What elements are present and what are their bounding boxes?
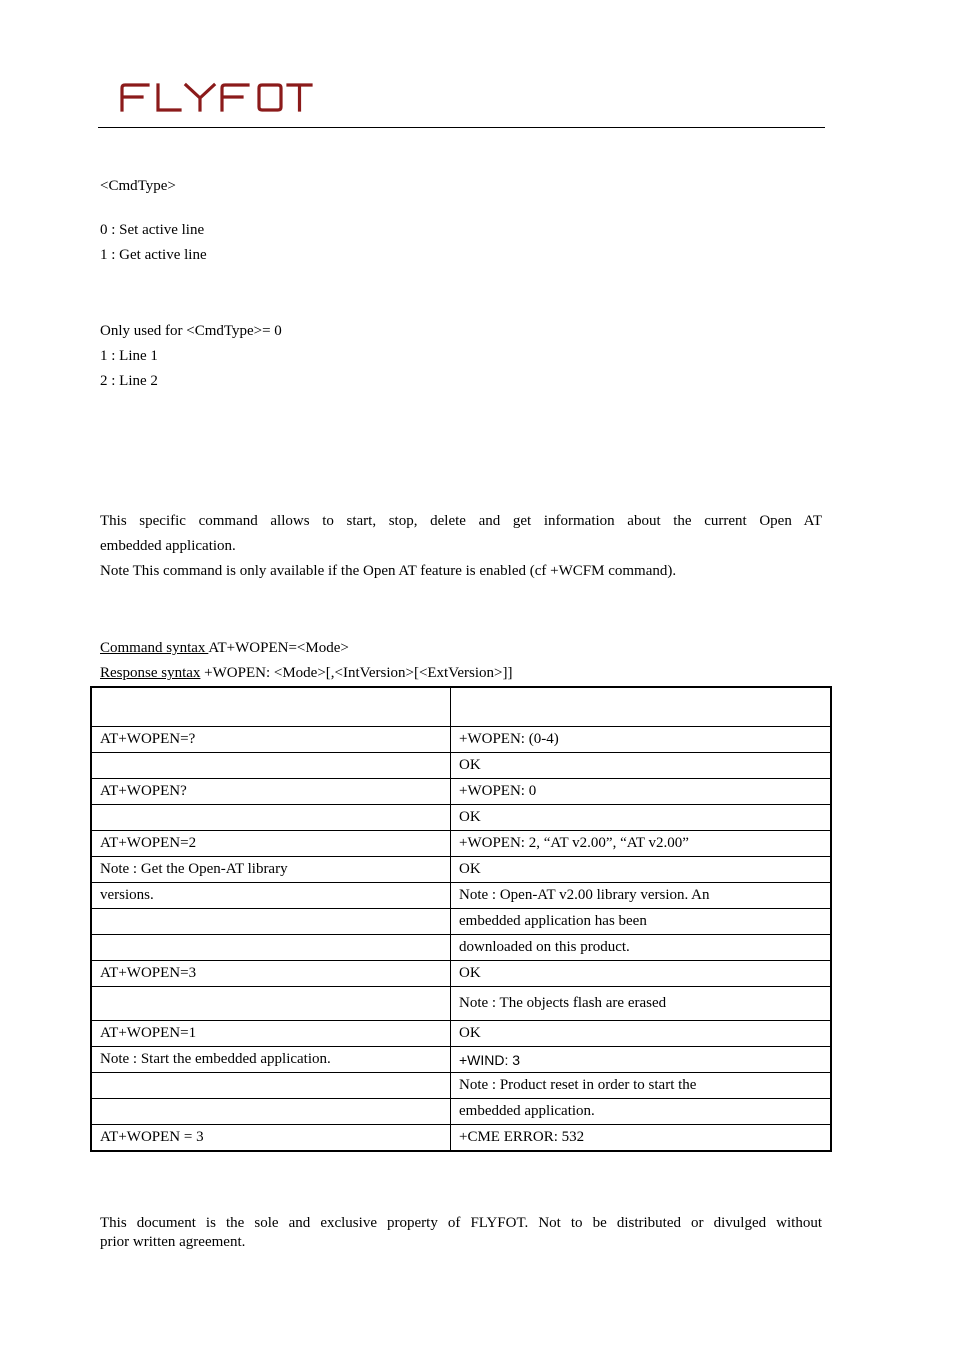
response-cell: +WOPEN: 2, “AT v2.00”, “AT v2.00” [451, 831, 832, 857]
command-cell [91, 935, 451, 961]
table-row [91, 883, 831, 909]
description-line-1: This specific command allows to start, stop, delete and get information about the current Open AT [100, 513, 822, 529]
command-syntax-value: AT+WOPEN=<Mode> [208, 640, 349, 656]
response-cell: +WIND: 3 [451, 1047, 832, 1073]
command-cell [91, 1099, 451, 1125]
response-cell: embedded application has been [451, 909, 832, 935]
flyfot-logo [118, 80, 314, 114]
table-row [91, 935, 831, 961]
response-cell: OK [451, 961, 832, 987]
command-cell: AT+WOPEN=2 [91, 831, 451, 857]
footer-line-2: prior written agreement. [100, 1234, 246, 1250]
table-header-response [451, 687, 832, 727]
command-cell: Note : Start the embedded application. [91, 1047, 451, 1073]
response-cell: +WOPEN: 0 [451, 779, 832, 805]
command-cell [91, 805, 451, 831]
response-cell: +CME ERROR: 532 [451, 1125, 832, 1152]
line-option-2: 2 : Line 2 [100, 373, 158, 389]
table-row [91, 961, 831, 987]
table-row [91, 779, 831, 805]
command-cell [91, 753, 451, 779]
command-cell: AT+WOPEN=1 [91, 1021, 451, 1047]
table-row [91, 831, 831, 857]
command-cell: Note : Get the Open-AT library [91, 857, 451, 883]
footer-line-1: This document is the sole and exclusive property of FLYFOT. Not to be distributed or divulged without [100, 1215, 822, 1231]
command-cell [91, 987, 451, 1021]
line-param-note: Only used for <CmdType>= 0 [100, 323, 282, 339]
response-syntax-value: +WOPEN: <Mode>[,<IntVersion>[<ExtVersion>]] [200, 665, 513, 681]
response-cell: Note : Open-AT v2.00 library version. An [451, 883, 832, 909]
command-cell: versions. [91, 883, 451, 909]
response-cell: OK [451, 857, 832, 883]
response-cell: Note : The objects flash are erased [451, 987, 832, 1021]
table-row [91, 753, 831, 779]
table-row [91, 1047, 831, 1073]
confidentiality-footer [100, 1214, 822, 1252]
response-syntax-label: Response syntax [100, 665, 201, 681]
command-syntax [100, 638, 349, 658]
response-cell: OK [451, 805, 832, 831]
command-response-table [90, 686, 832, 1152]
command-cell: AT+WOPEN=3 [91, 961, 451, 987]
command-cell: AT+WOPEN? [91, 779, 451, 805]
table-row [91, 1125, 831, 1152]
command-cell [91, 909, 451, 935]
command-cell: AT+WOPEN=? [91, 727, 451, 753]
table-row [91, 1021, 831, 1047]
response-cell: Note : Product reset in order to start the [451, 1073, 832, 1099]
table-header-row [91, 687, 831, 727]
table-row [91, 805, 831, 831]
line-option-1: 1 : Line 1 [100, 348, 158, 364]
command-cell: AT+WOPEN = 3 [91, 1125, 451, 1152]
cmdtype-title: <CmdType> [100, 178, 176, 194]
header-rule [98, 127, 825, 128]
table-row [91, 1073, 831, 1099]
table-row [91, 727, 831, 753]
response-cell: OK [451, 753, 832, 779]
table-row [91, 987, 831, 1021]
table-row [91, 909, 831, 935]
response-cell: OK [451, 1021, 832, 1047]
command-cell [91, 1073, 451, 1099]
response-cell: +WOPEN: (0-4) [451, 727, 832, 753]
response-cell: downloaded on this product. [451, 935, 832, 961]
table-header-command [91, 687, 451, 727]
response-syntax [100, 663, 513, 683]
command-description [100, 509, 822, 584]
command-syntax-label: Command syntax [100, 640, 209, 656]
cmdtype-option-1: 1 : Get active line [100, 247, 207, 263]
cmdtype-option-0: 0 : Set active line [100, 222, 205, 238]
response-cell: embedded application. [451, 1099, 832, 1125]
description-line-2: embedded application. [100, 538, 236, 554]
table-row [91, 857, 831, 883]
description-note: Note This command is only available if the Open AT feature is enabled (cf +WCFM command). [100, 563, 677, 579]
table-row [91, 1099, 831, 1125]
